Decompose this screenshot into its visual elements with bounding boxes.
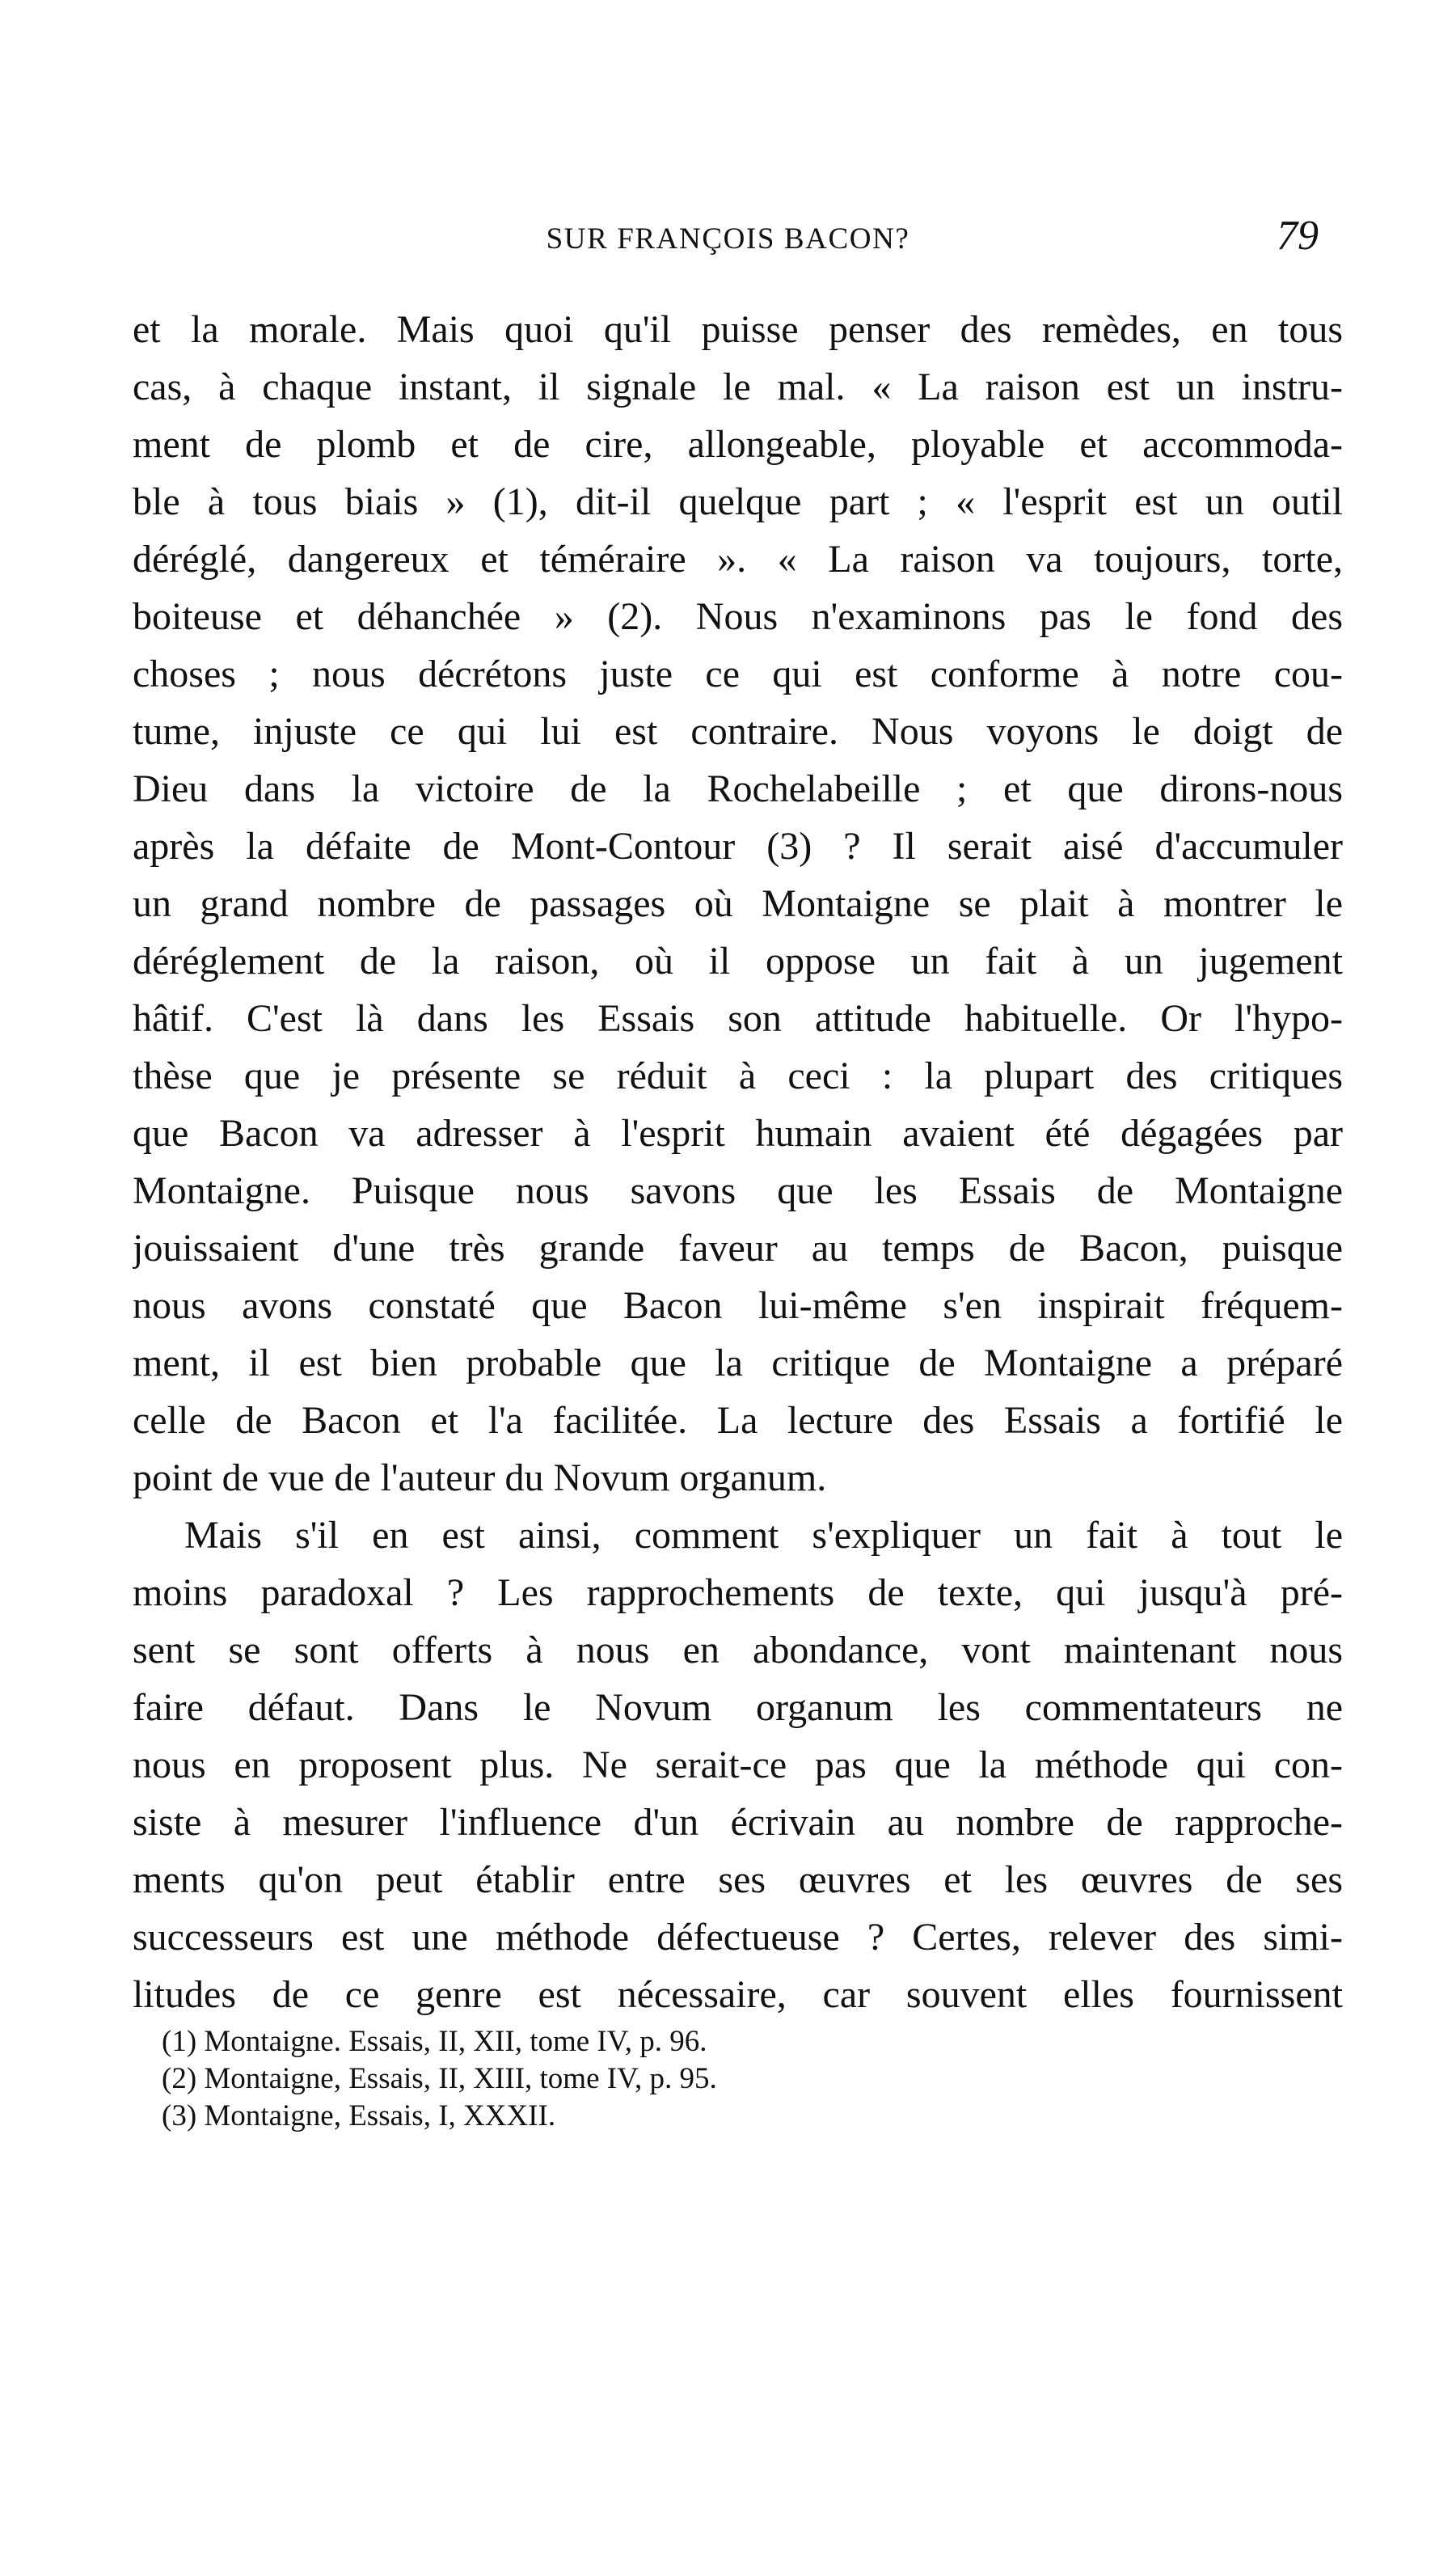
text-line: celle de Bacon et l'a facilitée. La lecture des Essais a fortifié le	[133, 1399, 1343, 1442]
text-line: faire défaut. Dans le Novum organum les commentateurs ne	[133, 1686, 1343, 1729]
text-line: après la défaite de Mont-Contour (3) ? Il serait aisé d'accumuler	[133, 825, 1343, 868]
text-line: jouissaient d'une très grande faveur au temps de Bacon, puisque	[133, 1227, 1343, 1270]
body-text	[133, 301, 1343, 2023]
footnote: (2) Montaigne, Essais, II, XIII, tome IV, p. 95.	[162, 2062, 717, 2095]
text-line: ments qu'on peut établir entre ses œuvres et les œuvres de ses	[133, 1858, 1343, 1901]
text-line: thèse que je présente se réduit à ceci : la plupart des critiques	[133, 1054, 1343, 1097]
page-number: 79	[1277, 213, 1319, 259]
text-line: ment de plomb et de cire, allongeable, ployable et accommoda-	[133, 423, 1343, 466]
running-head	[0, 212, 1456, 268]
text-line: moins paradoxal ? Les rapprochements de texte, qui jusqu'à pré-	[133, 1571, 1343, 1614]
text-line: choses ; nous décrétons juste ce qui est conforme à notre cou-	[133, 653, 1343, 695]
text-line: nous en proposent plus. Ne serait-ce pas que la méthode qui con-	[133, 1743, 1343, 1786]
text-line: sent se sont offerts à nous en abondance, vont maintenant nous	[133, 1629, 1343, 1672]
text-line: ble à tous biais » (1), dit-il quelque part ; « l'esprit est un outil	[133, 480, 1343, 523]
running-title: SUR FRANÇOIS BACON?	[546, 222, 910, 256]
paragraph-start-line: Mais s'il en est ainsi, comment s'expliquer un fait à tout le	[184, 1514, 1343, 1557]
text-line: déréglement de la raison, où il oppose un fait à un jugement	[133, 940, 1343, 983]
text-line: Dieu dans la victoire de la Rochelabeille ; et que dirons-nous	[133, 767, 1343, 810]
text-line: que Bacon va adresser à l'esprit humain avaient été dégagées par	[133, 1112, 1343, 1155]
text-line: successeurs est une méthode défectueuse ? Certes, relever des simi-	[133, 1916, 1343, 1959]
text-line: litudes de ce genre est nécessaire, car souvent elles fournissent	[133, 1973, 1343, 2016]
text-line: ment, il est bien probable que la critique de Montaigne a préparé	[133, 1342, 1343, 1384]
paragraph-end-line: point de vue de l'auteur du Novum organum.	[133, 1456, 827, 1499]
footnote: (1) Montaigne. Essais, II, XII, tome IV, p. 96.	[162, 2025, 707, 2058]
footnotes	[162, 2023, 1294, 2135]
text-line: tume, injuste ce qui lui est contraire. Nous voyons le doigt de	[133, 710, 1343, 753]
text-line: Montaigne. Puisque nous savons que les Essais de Montaigne	[133, 1169, 1343, 1212]
text-line: déréglé, dangereux et téméraire ». « La raison va toujours, torte,	[133, 538, 1343, 581]
text-line: siste à mesurer l'influence d'un écrivain au nombre de rapproche-	[133, 1801, 1343, 1844]
footnote: (3) Montaigne, Essais, I, XXXII.	[162, 2099, 556, 2132]
text-line: boiteuse et déhanchée » (2). Nous n'examinons pas le fond des	[133, 595, 1343, 638]
text-line: nous avons constaté que Bacon lui-même s'en inspirait fréquem-	[133, 1284, 1343, 1327]
text-line: cas, à chaque instant, il signale le mal. « La raison est un instru-	[133, 366, 1343, 408]
text-line: et la morale. Mais quoi qu'il puisse penser des remèdes, en tous	[133, 308, 1343, 351]
text-line: hâtif. C'est là dans les Essais son attitude habituelle. Or l'hypo-	[133, 997, 1343, 1040]
text-line: un grand nombre de passages où Montaigne se plait à montrer le	[133, 882, 1343, 925]
